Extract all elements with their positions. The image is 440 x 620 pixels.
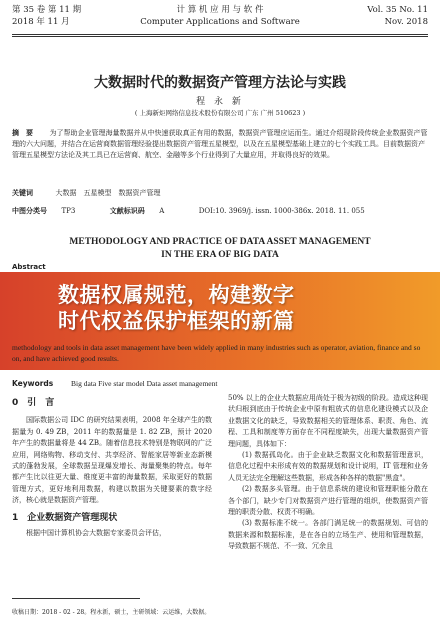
banner-text xyxy=(58,282,426,334)
en-keywords-label: Keywords xyxy=(12,379,54,388)
journal-name-en: Computer Applications and Software xyxy=(140,17,300,27)
en-abstract-label: Abstract xyxy=(12,263,46,271)
issue-item-2: (2) 数据多头管理。由于信息系统的建设和管理职能分散在各个部门，缺少专门对数据资产进行管理的组织，使数据资产管理的职责分散、权责不明确。 xyxy=(228,485,428,517)
issue-item-3: (3) 数据标准不统一。各部门满足统一的数据规划、可信的数据来源和数据标准，是在各自的立场生产、使用和管理数据，导致数据不规范、不一致、冗余且 xyxy=(228,519,428,551)
right-paragraph: 50% 以上的企业大数据应用尚处于极为初级的阶段。造成这种现状归根到底由于传统企业中原有粗放式的信息化建设模式以及企业数据文化的缺乏，导致数据相关的管理体系、职责、角色、流程、工具和制度等方面存在不同程度缺失，出现大量数据资产管理问题，具体如下： xyxy=(228,394,428,448)
keywords-label: 关键词 xyxy=(12,189,33,197)
right-column xyxy=(228,393,428,553)
author: 程 永 新 xyxy=(196,97,244,107)
abstract-cn xyxy=(12,128,428,161)
en-keywords xyxy=(12,378,428,389)
intro-paragraph: 国际数据公司 IDC 的研究结果表明，2008 年全球产生的数据量为 0. 49 ZB，2011 年的数据量是 1. 82 ZB，预计 2020 年产生的数据量将是 44 ZB。随着信息技术特别是物联网的广泛应用，网络购物、移动支付、共享经济、智能家居等新业态新模式的蓬勃发展，全球数据呈现爆发增长、海量聚集的特点。每年都产生比以往更大量、维度更丰富的海量数据，采取更好的数据管理方式，更好地利用数据，构建以数据为关键要素的数字经济，核心就是数据资产管理。 xyxy=(12,416,212,505)
banner-line2: 时代权益保护框架的新篇 xyxy=(58,309,295,333)
affiliation: ( 上海新炬网络信息技术股份有限公司 广东 广州 510623 ) xyxy=(134,109,306,117)
volume-issue: 第 35 卷 第 11 期 xyxy=(12,5,82,15)
doi: DOI:10. 3969/j. issn. 1000-386x. 2018. 11. 055 xyxy=(198,207,365,215)
section-1-heading: 1 企业数据资产管理现状 xyxy=(12,512,118,523)
abstract-text: 为了帮助企业管理海量数据并从中快速获取真正有用的数据，数据资产管理应运而生。通过介绍现阶段传统企业数据资产管理的六大问题，并结合在运营商数据管理经验提出数据资产管理五星模型，以及在五星模型基础上建立的七个实践工具。目前数据资产管理五星模型方法论及其工具已在运营商、航空、金融等多个行业得到了大量应用，并取得良好的效果。 xyxy=(12,129,428,159)
keywords-cn xyxy=(12,188,428,199)
journal-name xyxy=(12,4,428,28)
left-column xyxy=(12,398,212,539)
header-rule-2 xyxy=(12,36,428,37)
keywords-text: 大数据 五星模型 数据资产管理 xyxy=(55,189,161,197)
issue-date-en: Nov. 2018 xyxy=(384,17,428,27)
footnote-rule xyxy=(12,598,140,599)
section-1-paragraph: 根据中国计算机协会大数据专家委员会评估， xyxy=(26,529,166,538)
issue-item-1: (1) 数据孤岛化。由于企业缺乏数据文化和数据管理意识，信息化过程中未形成有效的数据规划和设计说明，IT 管理和业务人员无法完全理解这些数据，形成各种各样的数据"黑盒"。 xyxy=(228,451,428,482)
footnote: 收稿日期：2018 - 02 - 28。程永新，硕士，主研领域：云运维，大数据。 xyxy=(12,609,211,616)
header-rule xyxy=(12,34,428,35)
en-abstract-tail: methodology and tools in data asset management have been widely applied in many industries such as operator, aviation, finance and so on, and have achieved good results. xyxy=(12,343,421,363)
journal-header xyxy=(12,4,428,34)
journal-name-cn: 计 算 机 应 用 与 软 件 xyxy=(176,5,264,15)
issue-info-en xyxy=(367,4,428,28)
classification-row xyxy=(12,206,428,217)
clc-code: TP3 xyxy=(61,207,76,215)
en-keywords-text: Big data Five star model Data asset management xyxy=(71,379,218,388)
page-title: 大数据时代的数据资产管理方法论与实践 xyxy=(94,75,346,91)
volume-issue-en: Vol. 35 No. 11 xyxy=(367,5,428,15)
issue-date: 2018 年 11 月 xyxy=(12,17,70,27)
section-0-heading: 0 引 言 xyxy=(12,398,55,408)
en-title-line2: IN THE ERA OF BIG DATA xyxy=(161,250,279,260)
doc-code: A xyxy=(159,207,165,215)
en-title-line1: METHODOLOGY AND PRACTICE OF DATA ASSET MANAGEMENT xyxy=(69,237,371,247)
clc-label: 中图分类号 xyxy=(12,207,47,215)
banner-line1: 数据权属规范，构建数字 xyxy=(58,283,295,307)
doc-label: 文献标识码 xyxy=(109,207,145,215)
abstract-label: 摘 要 xyxy=(12,129,33,137)
